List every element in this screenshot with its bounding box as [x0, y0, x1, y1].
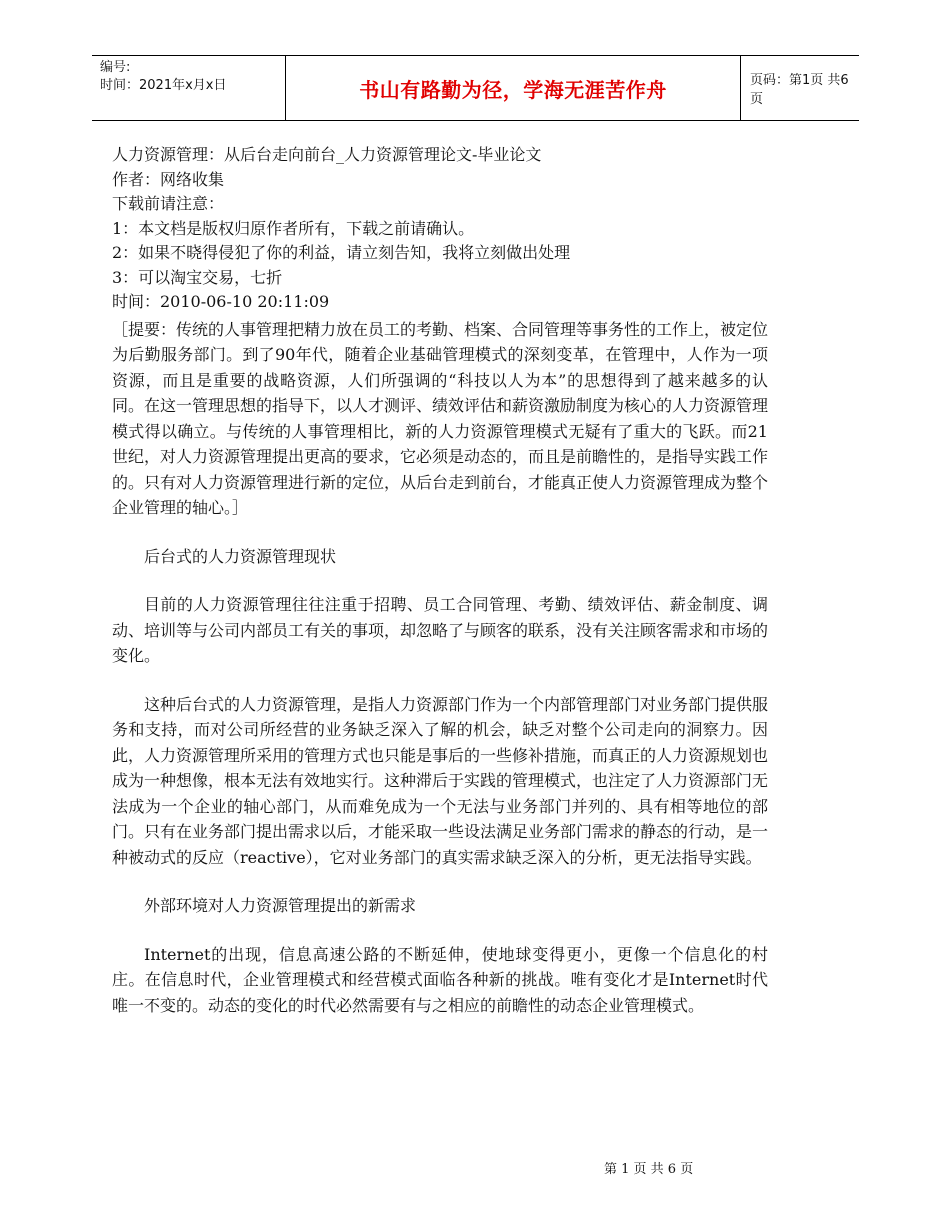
section-heading: 外部环境对人力资源管理提出的新需求	[144, 896, 417, 915]
article-time: 时间：2010-06-10 20:11:09	[112, 292, 330, 311]
body-paragraph: Internet的出现，信息高速公路的不断延伸，使地球变得更小，更像一个信息化的村庄。在信息时代，企业管理模式和经营模式面临各种新的挑战。唯有变化才是Internet时代唯一不变的。动态的变化的时代必然需要有与之相应的前瞻性的动态企业管理模式。	[112, 944, 768, 1015]
article-abstract: ［提要：传统的人事管理把精力放在员工的考勤、档案、合同管理等事务性的工作上，被定位为后勤服务部门。到了90年代，随着企业基础管理模式的深刻变革，在管理中，人作为一项资源，而且是重要的战略资源，人们所强调的“科技以人为本”的思想得到了越来越多的认同。在这一管理思想的指导下，以人才测评、绩效评估和薪资激励制度为核心的人力资源管理模式得以确立。与传统的人事管理相比，新的人力资源管理模式无疑有了重大的飞跃。而21世纪，对人力资源管理提出更高的要求，它必须是动态的，而且是前瞻性的，是指导实践工作的。只有对人力资源管理进行新的定位，从后台走到前台，才能真正使人力资源管理成为整个企业管理的轴心。］	[112, 319, 769, 517]
body-paragraph: 目前的人力资源管理往往注重于招聘、员工合同管理、考勤、绩效评估、薪金制度、调动、培训等与公司内部员工有关的事项，却忽略了与顾客的联系，没有关注顾客需求和市场的变化。	[112, 595, 769, 665]
document-time-label: 时间：2021年x月x日	[100, 78, 227, 93]
page-header	[92, 55, 859, 121]
article-title: 人力资源管理：从后台走向前台_人力资源管理论文-毕业论文	[112, 145, 542, 164]
download-notice-item: 2：如果不晓得侵犯了你的利益，请立刻告知，我将立刻做出处理	[112, 243, 571, 262]
download-notice-heading: 下载前请注意：	[112, 194, 225, 213]
download-notice-item: 1：本文档是版权归原作者所有，下载之前请确认。	[112, 218, 475, 238]
section-heading: 后台式的人力资源管理现状	[144, 546, 337, 566]
article-author: 作者：网络收集	[112, 169, 225, 189]
page-footer: 第 1 页 共 6 页	[604, 1162, 694, 1177]
download-notice-item: 3：可以淘宝交易，七折	[112, 267, 283, 287]
body-paragraph: 这种后台式的人力资源管理，是指人力资源部门作为一个内部管理部门对业务部门提供服务和支持，而对公司所经营的业务缺乏深入了解的机会，缺乏对整个公司走向的洞察力。因此，人力资源管理所采用的管理方式也只能是事后的一些修补措施，而真正的人力资源规划也成为一种想像，根本无法有效地实行。这种滞后于实践的管理模式，也注定了人力资源部门无法成为一个企业的轴心部门，从而难免成为一个无法与业务部门并列的、具有相等地位的部门。只有在业务部门提出需求以后，才能采取一些设法满足业务部门需求的静态的行动，是一种被动式的反应（reactive），它对业务部门的真实需求缺乏深入的分析，更无法指导实践。	[112, 694, 769, 867]
article-meta	[112, 143, 768, 315]
document-number-label: 编号:	[100, 60, 131, 75]
document-body	[112, 143, 768, 1018]
header-info	[92, 56, 286, 120]
header-page-info: 页码：第1页 共6页	[750, 73, 849, 107]
header-motto: 书山有路勤为径，学海无涯苦作舟	[286, 56, 741, 120]
